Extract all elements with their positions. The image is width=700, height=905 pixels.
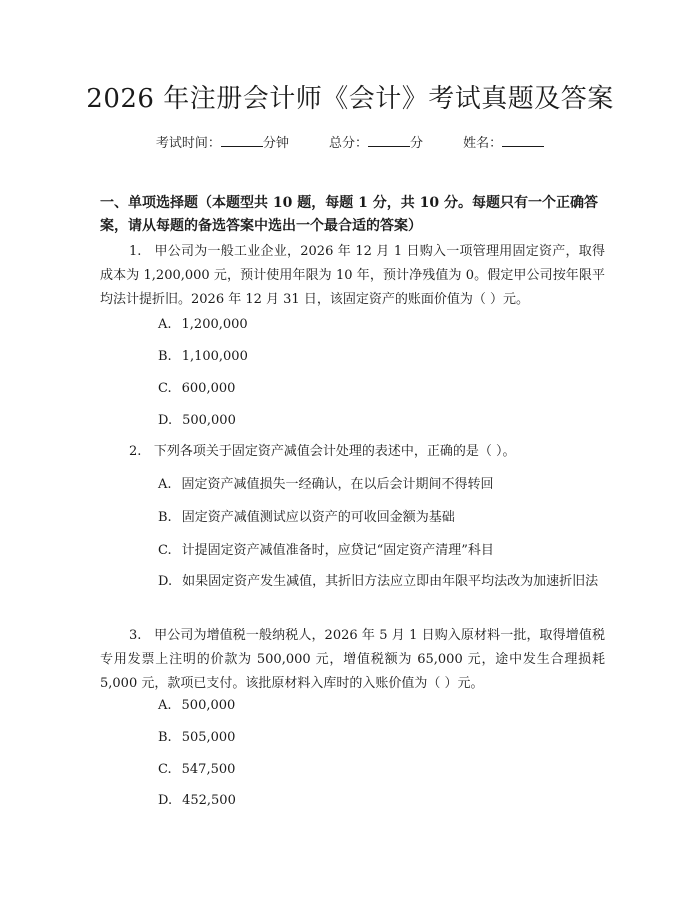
time-blank: [221, 136, 263, 147]
option-letter: A.: [158, 698, 172, 713]
exam-meta: [0, 132, 700, 151]
question-number: 2.: [129, 444, 142, 459]
option-text: 547,500: [181, 762, 236, 777]
score-label: 总分：: [328, 136, 368, 151]
option-3a: [158, 694, 605, 718]
option-text: 计提固定资产减值准备时，应贷记“固定资产清理”科目: [181, 543, 494, 558]
exam-score: [329, 136, 423, 151]
question-2: [100, 440, 605, 464]
option-letter: D.: [158, 574, 173, 589]
question-1: [100, 240, 605, 312]
option-text: 如果固定资产发生减值，其折旧方法应立即由年限平均法改为加速折旧法: [182, 574, 599, 589]
question-3: [100, 624, 605, 696]
time-label: 考试时间：: [155, 136, 221, 151]
option-text: 600,000: [181, 381, 236, 396]
time-unit: 分钟: [262, 136, 289, 151]
question-text: 甲公司为一般工业企业，2026 年 12 月 1 日购入一项管理用固定资产，取得成本为 1,200,000 元，预计使用年限为 10 年，预计净残值为 0。假定甲公司按年限平均法计提折旧。2026 年 12 月 31 日，该固定资产的账面价值为（ ）元。: [100, 244, 605, 307]
option-text: 1,100,000: [181, 349, 248, 364]
option-3b: [158, 726, 605, 750]
option-letter: B.: [158, 349, 172, 364]
option-1d: [158, 409, 605, 433]
option-letter: D.: [158, 413, 173, 428]
option-text: 固定资产减值损失一经确认，在以后会计期间不得转回: [181, 477, 494, 492]
option-letter: C.: [158, 762, 172, 777]
option-text: 500,000: [181, 698, 236, 713]
option-2b: [158, 506, 605, 530]
score-unit: 分: [410, 136, 424, 151]
option-letter: B.: [158, 510, 172, 525]
question-text: 甲公司为增值税一般纳税人，2026 年 5 月 1 日购入原材料一批，取得增值税专用发票上注明的价款为 500,000 元，增值税额为 65,000 元，途中发生合理损耗 5,000 元，款项已支付。该批原材料入库时的入账价值为（ ）元。: [100, 628, 605, 691]
page-title: 2026 年注册会计师《会计》考试真题及答案: [86, 84, 614, 114]
name-label: 姓名：: [463, 136, 503, 151]
option-2c: [158, 539, 605, 563]
question-number: 1.: [129, 244, 142, 259]
option-text: 452,500: [182, 793, 236, 808]
option-letter: B.: [158, 730, 172, 745]
option-3d: [158, 789, 605, 813]
question-text: 下列各项关于固定资产减值会计处理的表述中，正确的是（ ）。: [153, 444, 516, 459]
option-1c: [158, 377, 605, 401]
question-number: 3.: [129, 628, 142, 643]
option-letter: A.: [158, 317, 172, 332]
option-letter: C.: [158, 543, 172, 558]
option-text: 固定资产减值测试应以资产的可收回金额为基础: [181, 510, 455, 525]
option-text: 1,200,000: [181, 317, 248, 332]
option-2d: [100, 570, 605, 594]
option-letter: D.: [158, 793, 173, 808]
exam-time: [156, 136, 289, 151]
option-letter: C.: [158, 381, 172, 396]
option-text: 505,000: [181, 730, 236, 745]
name-blank: [502, 136, 544, 147]
section-heading: 一、单项选择题（本题型共 10 题，每题 1 分，共 10 分。每题只有一个正确答案，请从每题的备选答案中选出一个最合适的答案）: [100, 195, 598, 234]
option-letter: A.: [158, 477, 172, 492]
option-3c: [158, 758, 605, 782]
option-1a: [158, 313, 605, 337]
score-blank: [368, 136, 410, 147]
option-1b: [158, 345, 605, 369]
option-2a: [158, 473, 605, 497]
exam-name: [463, 136, 544, 151]
option-text: 500,000: [182, 413, 236, 428]
